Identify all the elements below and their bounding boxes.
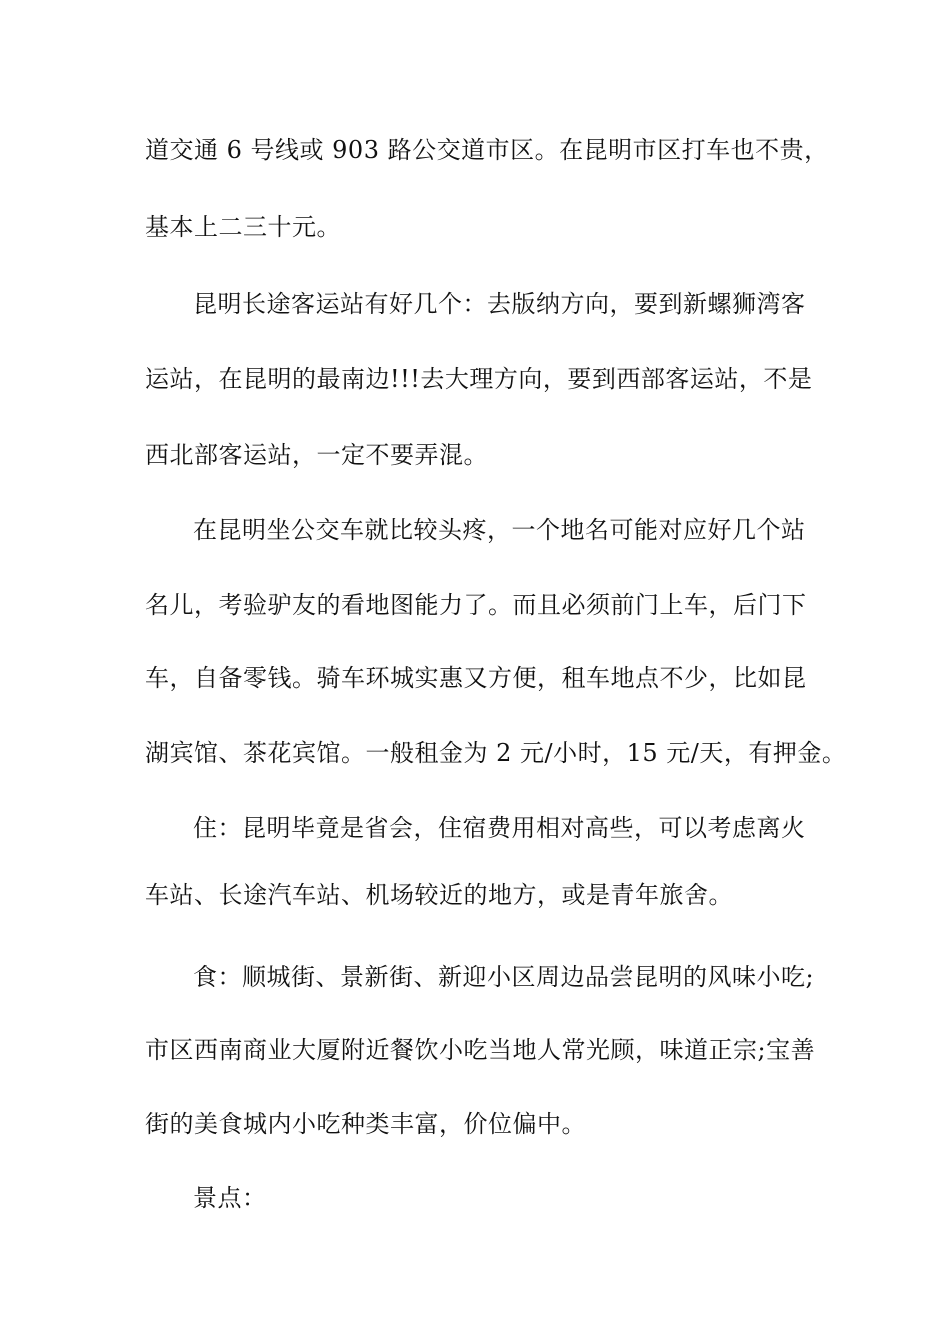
text-line: 道交通 6 号线或 903 路公交道市区。在昆明市区打车也不贵， [145, 136, 829, 164]
text-line: 运站，在昆明的最南边!!!去大理方向，要到西部客运站，不是 [145, 365, 813, 393]
text-line: 车，自备零钱。骑车环城实惠又方便，租车地点不少，比如昆 [145, 664, 807, 692]
text-line: 街的美食城内小吃种类丰富，价位偏中。 [145, 1110, 586, 1138]
text-line: 西北部客运站，一定不要弄混。 [145, 441, 488, 469]
text-line: 基本上二三十元。 [145, 213, 341, 241]
text-line: 市区西南商业大厦附近餐饮小吃当地人常光顾，味道正宗;宝善 [145, 1036, 816, 1064]
paragraph-start-line: 在昆明坐公交车就比较头疼，一个地名可能对应好几个站 [193, 516, 806, 544]
paragraph-start-line: 食：顺城街、景新街、新迎小区周边品尝昆明的风味小吃; [193, 963, 815, 991]
text-line: 湖宾馆、茶花宾馆。一般租金为 2 元/小时，15 元/天，有押金。 [145, 739, 847, 767]
text-line: 名儿，考验驴友的看地图能力了。而且必须前门上车，后门下 [145, 591, 807, 619]
section-heading: 景点： [193, 1184, 267, 1212]
text-line: 车站、长途汽车站、机场较近的地方，或是青年旅舍。 [145, 881, 733, 909]
paragraph-start-line: 昆明长途客运站有好几个：去版纳方向，要到新螺狮湾客 [193, 290, 806, 318]
paragraph-start-line: 住：昆明毕竟是省会，住宿费用相对高些，可以考虑离火 [193, 814, 806, 842]
